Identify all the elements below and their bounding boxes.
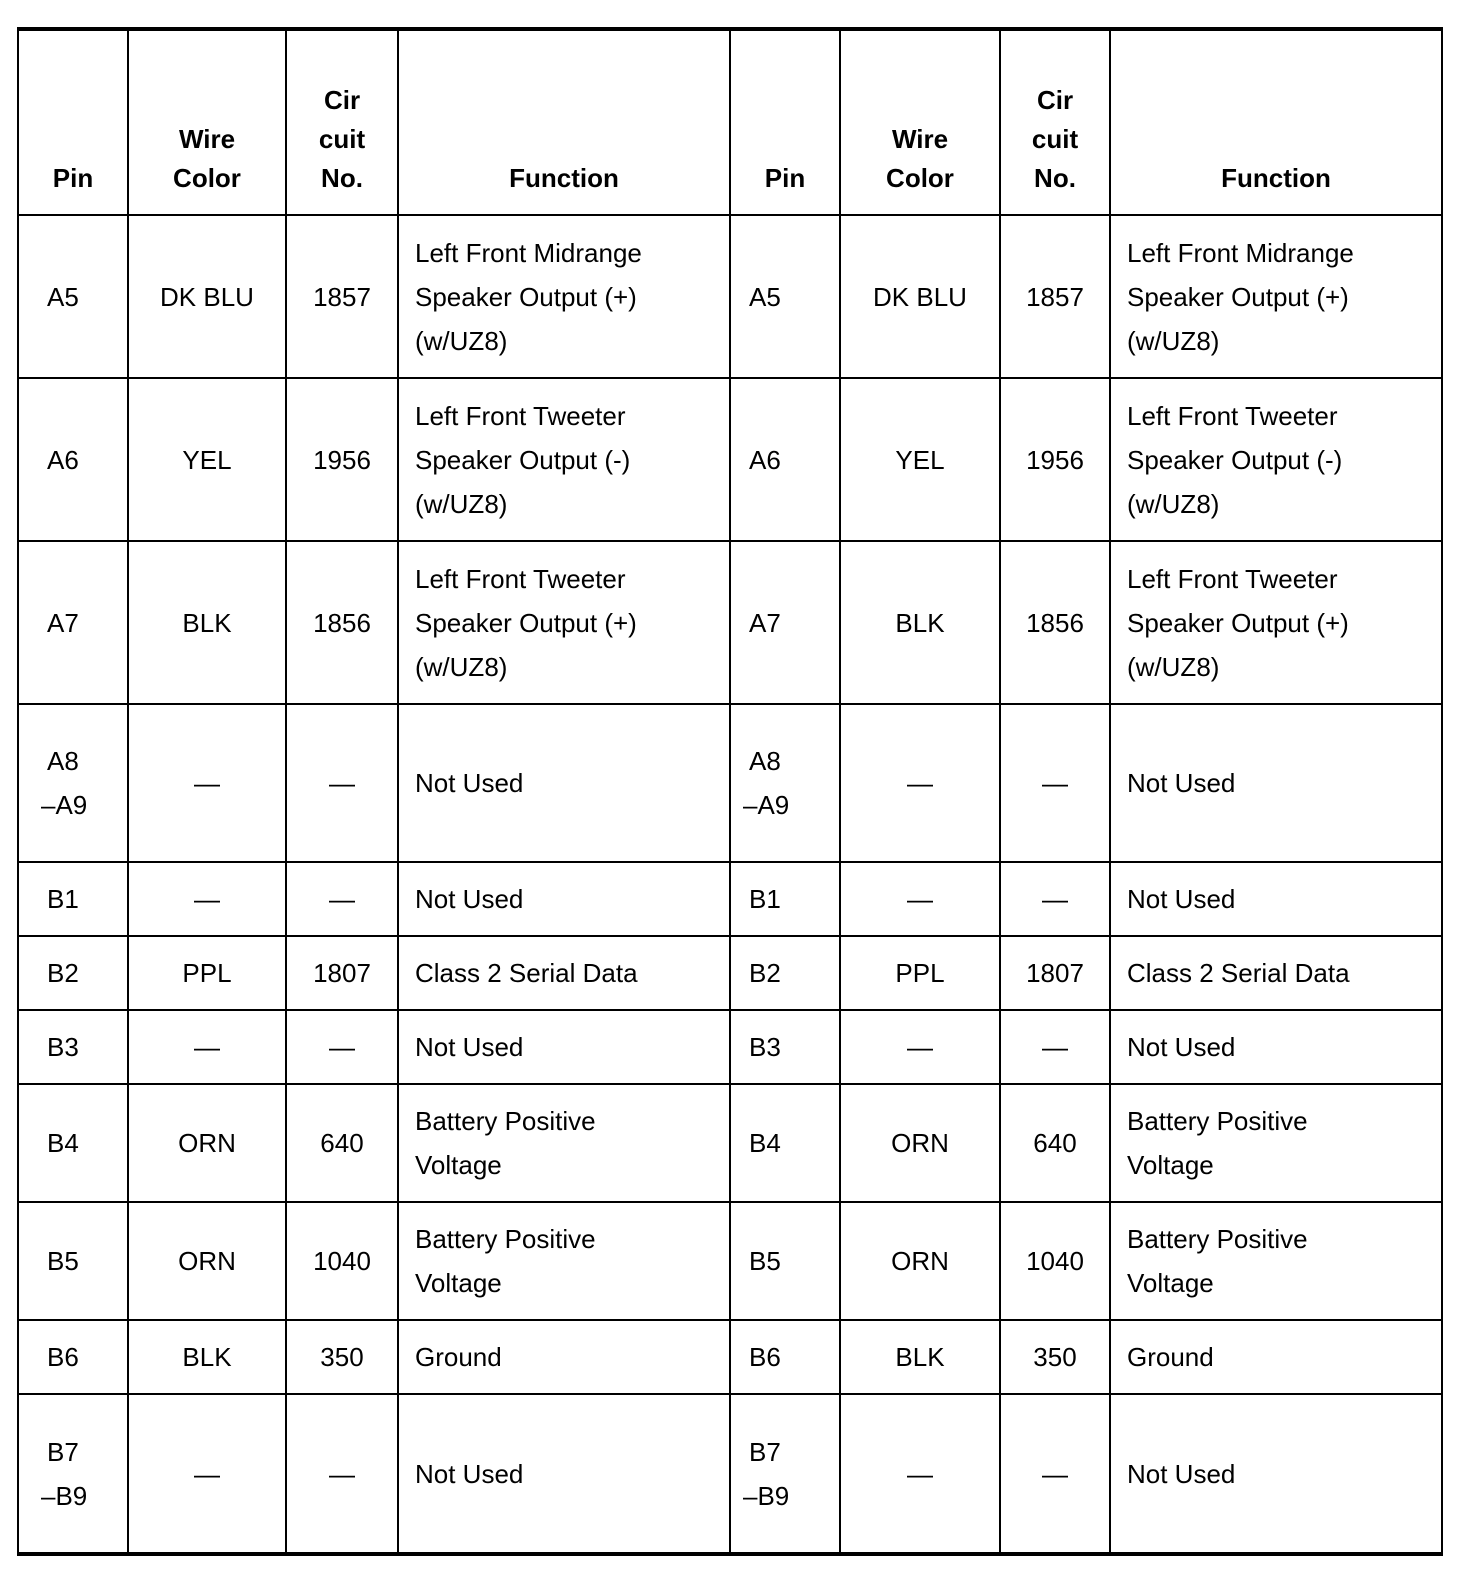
wire-color-cell-left: — — [128, 862, 286, 936]
circuit-no-cell-left: 350 — [286, 1320, 398, 1394]
function-cell-left — [398, 1394, 730, 1554]
table-row — [18, 215, 1442, 378]
pin-cell-left — [18, 1084, 128, 1202]
function-cell-right — [1110, 862, 1442, 936]
circuit-no-cell-right: 1856 — [1000, 541, 1110, 704]
function-cell-right — [1110, 704, 1442, 862]
wire-color-cell-right: — — [840, 862, 1000, 936]
function-text-line: Left Front Tweeter — [1127, 563, 1338, 594]
wire-color-cell-left: YEL — [128, 378, 286, 541]
function-cell-right — [1110, 1010, 1442, 1084]
function-text-line: Left Front Tweeter — [1127, 400, 1338, 431]
function-text-line: (w/UZ8) — [1127, 488, 1220, 519]
circuit-no-cell-left: — — [286, 1010, 398, 1084]
pin-label: A8 — [749, 746, 781, 776]
function-cell-right — [1110, 215, 1442, 378]
wire-color-cell-right: — — [840, 1394, 1000, 1554]
table-row — [18, 862, 1442, 936]
function-text-line: Left Front Tweeter — [415, 563, 626, 594]
function-cell-right — [1110, 1202, 1442, 1320]
table-body — [18, 215, 1442, 1554]
function-text-line: (w/UZ8) — [1127, 651, 1220, 682]
pin-label: B6 — [47, 1342, 79, 1372]
pin-cell-right — [730, 936, 840, 1010]
function-cell-right — [1110, 1320, 1442, 1394]
pin-label: B3 — [47, 1032, 79, 1062]
function-cell-right — [1110, 936, 1442, 1010]
table-row — [18, 1084, 1442, 1202]
wire-color-cell-right: PPL — [840, 936, 1000, 1010]
pin-cell-left — [18, 704, 128, 862]
wire-color-cell-left: — — [128, 1394, 286, 1554]
pin-cell-left — [18, 1320, 128, 1394]
function-text-line: Battery Positive — [1127, 1224, 1308, 1254]
pin-label: B1 — [47, 884, 79, 914]
pin-cell-right — [730, 541, 840, 704]
circuit-no-cell-right: — — [1000, 1394, 1110, 1554]
function-cell-left — [398, 1202, 730, 1320]
function-text-line: Left Front Midrange — [1127, 237, 1354, 268]
pin-label: –B9 — [41, 1480, 88, 1511]
circuit-no-cell-left: — — [286, 704, 398, 862]
function-text-line: Class 2 Serial Data — [1127, 958, 1350, 988]
table-row — [18, 1394, 1442, 1554]
pin-cell-right — [730, 215, 840, 378]
table-header-row — [18, 29, 1442, 215]
function-text-line: Battery Positive — [415, 1106, 596, 1136]
header-circuit-no-right: Cir cuit No. — [1000, 29, 1110, 215]
circuit-no-cell-right: — — [1000, 704, 1110, 862]
function-text-line: Battery Positive — [1127, 1106, 1308, 1136]
function-text-line: (w/UZ8) — [415, 325, 508, 356]
function-text-line: Speaker Output (-) — [415, 444, 631, 475]
pin-cell-left — [18, 215, 128, 378]
pin-label: –A9 — [41, 790, 88, 820]
function-text-line: Not Used — [415, 1032, 524, 1062]
function-text-line: Not Used — [1127, 1032, 1236, 1062]
pin-label: B6 — [749, 1342, 781, 1372]
pin-cell-right — [730, 1010, 840, 1084]
circuit-no-cell-left: 1856 — [286, 541, 398, 704]
header-pin-left: Pin — [18, 29, 128, 215]
function-text-line: Speaker Output (+) — [1127, 607, 1349, 638]
circuit-no-cell-right: 1807 — [1000, 936, 1110, 1010]
pin-cell-right — [730, 1084, 840, 1202]
function-cell-right — [1110, 378, 1442, 541]
circuit-no-cell-left: 640 — [286, 1084, 398, 1202]
pin-cell-right — [730, 862, 840, 936]
wire-color-cell-left: ORN — [128, 1084, 286, 1202]
circuit-no-cell-left: 1956 — [286, 378, 398, 541]
function-text-line: Voltage — [1127, 1150, 1214, 1180]
function-text-line: Voltage — [1127, 1268, 1214, 1298]
wire-color-cell-right: ORN — [840, 1084, 1000, 1202]
circuit-no-cell-left: 1857 — [286, 215, 398, 378]
circuit-no-cell-right: 640 — [1000, 1084, 1110, 1202]
table-row — [18, 704, 1442, 862]
pin-label: A7 — [47, 607, 79, 638]
wire-color-cell-left: PPL — [128, 936, 286, 1010]
pin-cell-right — [730, 378, 840, 541]
pin-cell-left — [18, 862, 128, 936]
function-text-line: (w/UZ8) — [415, 488, 508, 519]
wire-color-cell-left: — — [128, 704, 286, 862]
function-cell-left — [398, 862, 730, 936]
function-text-line: Left Front Tweeter — [415, 400, 626, 431]
function-text-line: Speaker Output (-) — [1127, 444, 1343, 475]
pin-cell-right — [730, 1202, 840, 1320]
table-row — [18, 1202, 1442, 1320]
wire-color-cell-left: BLK — [128, 541, 286, 704]
pin-cell-left — [18, 1010, 128, 1084]
pin-label: B7 — [749, 1436, 781, 1467]
table-row — [18, 1010, 1442, 1084]
function-text-line: Speaker Output (+) — [415, 607, 637, 638]
function-text-line: Ground — [415, 1342, 502, 1372]
circuit-no-cell-right: 1857 — [1000, 215, 1110, 378]
header-function-left: Function — [398, 29, 730, 215]
pin-label: –B9 — [743, 1480, 790, 1511]
header-circuit-no-left: Cir cuit No. — [286, 29, 398, 215]
connector-pinout-table — [17, 27, 1443, 1556]
function-text-line: Not Used — [415, 1458, 524, 1489]
circuit-no-cell-left: 1040 — [286, 1202, 398, 1320]
function-text-line: (w/UZ8) — [1127, 325, 1220, 356]
table-row — [18, 541, 1442, 704]
pin-label: B4 — [749, 1128, 781, 1158]
circuit-no-cell-left: 1807 — [286, 936, 398, 1010]
pin-label: B1 — [749, 884, 781, 914]
pin-label: A8 — [47, 746, 79, 776]
pin-label: B3 — [749, 1032, 781, 1062]
circuit-no-cell-left: — — [286, 1394, 398, 1554]
function-text-line: Not Used — [1127, 884, 1236, 914]
pin-label: B5 — [749, 1246, 781, 1276]
wire-color-cell-right: — — [840, 1010, 1000, 1084]
pin-label: B5 — [47, 1246, 79, 1276]
function-text-line: Voltage — [415, 1150, 502, 1180]
wire-color-cell-left: ORN — [128, 1202, 286, 1320]
wire-color-cell-right: BLK — [840, 1320, 1000, 1394]
function-text-line: Not Used — [415, 884, 524, 914]
pin-label: A7 — [749, 607, 781, 638]
function-text-line: Not Used — [1127, 1458, 1236, 1489]
header-wire-color-right: Wire Color — [840, 29, 1000, 215]
pin-label: B2 — [47, 958, 79, 988]
wire-color-cell-right: YEL — [840, 378, 1000, 541]
header-pin-right: Pin — [730, 29, 840, 215]
table-row — [18, 1320, 1442, 1394]
table-row — [18, 378, 1442, 541]
function-cell-left — [398, 1010, 730, 1084]
pin-label: A6 — [47, 444, 79, 475]
circuit-no-cell-right: — — [1000, 1010, 1110, 1084]
function-cell-right — [1110, 1084, 1442, 1202]
function-cell-left — [398, 215, 730, 378]
wire-color-cell-left: — — [128, 1010, 286, 1084]
function-cell-left — [398, 378, 730, 541]
wire-color-cell-right: ORN — [840, 1202, 1000, 1320]
pin-label: B2 — [749, 958, 781, 988]
table-row — [18, 936, 1442, 1010]
circuit-no-cell-right: 1956 — [1000, 378, 1110, 541]
pin-label: –A9 — [743, 790, 790, 820]
function-cell-left — [398, 1084, 730, 1202]
wire-color-cell-left: DK BLU — [128, 215, 286, 378]
function-text-line: Not Used — [1127, 768, 1236, 798]
function-cell-left — [398, 936, 730, 1010]
function-text-line: Battery Positive — [415, 1224, 596, 1254]
pin-label: B4 — [47, 1128, 79, 1158]
pin-cell-left — [18, 1202, 128, 1320]
pin-cell-right — [730, 1320, 840, 1394]
function-cell-left — [398, 704, 730, 862]
function-cell-right — [1110, 1394, 1442, 1554]
function-cell-left — [398, 541, 730, 704]
function-text-line: Speaker Output (+) — [1127, 281, 1349, 312]
function-cell-left — [398, 1320, 730, 1394]
wire-color-cell-right: — — [840, 704, 1000, 862]
pin-label: A5 — [749, 281, 781, 312]
header-wire-color-left: Wire Color — [128, 29, 286, 215]
function-text-line: Speaker Output (+) — [415, 281, 637, 312]
pin-cell-left — [18, 1394, 128, 1554]
wire-color-cell-left: BLK — [128, 1320, 286, 1394]
function-cell-right — [1110, 541, 1442, 704]
function-text-line: Voltage — [415, 1268, 502, 1298]
circuit-no-cell-right: — — [1000, 862, 1110, 936]
function-text-line: Not Used — [415, 768, 524, 798]
pin-label: A6 — [749, 444, 781, 475]
circuit-no-cell-right: 1040 — [1000, 1202, 1110, 1320]
function-text-line: Class 2 Serial Data — [415, 958, 638, 988]
function-text-line: Left Front Midrange — [415, 237, 642, 268]
circuit-no-cell-right: 350 — [1000, 1320, 1110, 1394]
function-text-line: Ground — [1127, 1342, 1214, 1372]
wire-color-cell-right: BLK — [840, 541, 1000, 704]
function-text-line: (w/UZ8) — [415, 651, 508, 682]
pin-cell-right — [730, 1394, 840, 1554]
pin-cell-left — [18, 936, 128, 1010]
wire-color-cell-right: DK BLU — [840, 215, 1000, 378]
pin-cell-right — [730, 704, 840, 862]
pin-cell-left — [18, 378, 128, 541]
pin-cell-left — [18, 541, 128, 704]
header-function-right: Function — [1110, 29, 1442, 215]
connector-pinout-sheet — [17, 27, 1443, 1556]
pin-label: B7 — [47, 1436, 79, 1467]
circuit-no-cell-left: — — [286, 862, 398, 936]
pin-label: A5 — [47, 281, 79, 312]
